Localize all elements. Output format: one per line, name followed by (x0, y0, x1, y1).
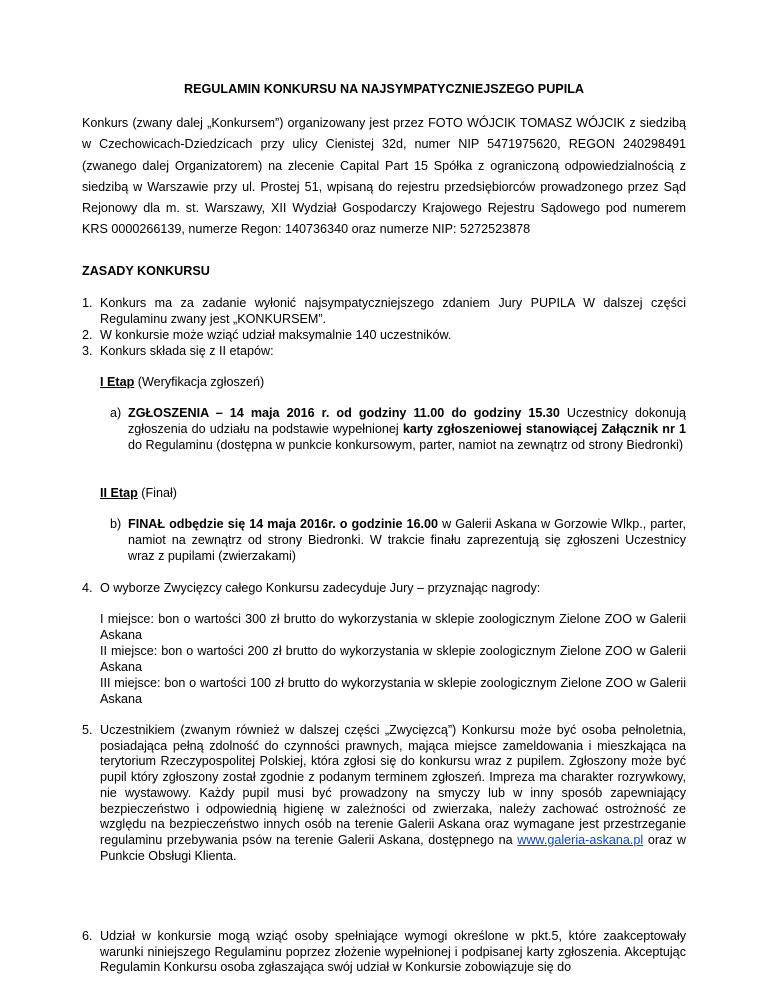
prize-third: III miejsce: bon o wartości 100 zł brutto do wykorzystania w sklepie zoologicznym Zielone ZOO w Galerii Askana (100, 676, 686, 706)
item-text: Konkurs składa się z II etapów: (100, 344, 274, 358)
subitem-label: a) (110, 406, 122, 420)
list-item (82, 581, 686, 597)
subitem-a (100, 406, 686, 454)
list-item (82, 328, 686, 344)
item-text (100, 723, 686, 864)
subitem-label: b) (110, 517, 122, 531)
stage-1-desc: (Weryfikacja zgłoszeń) (134, 375, 265, 389)
stage-1-heading (100, 375, 264, 389)
registration-date: ZGŁOSZENIA – 14 maja 2016 r. od godziny 11.00 do godziny 15.30 (128, 406, 560, 420)
item-number: 6. (82, 929, 93, 943)
subitem-text-part: Uczestnicy dokonują zgłoszenia do udziału na podstawie wypełnionej (128, 406, 686, 436)
subitem-text (128, 406, 686, 454)
list-item (82, 929, 686, 976)
item-text-part: oraz w Punkcie Obsługi Klienta. (100, 832, 686, 863)
item-text: Udział w konkursie mogą wziąć osoby spełniające wymogi określone w pkt.5, które zaakceptowały warunki niniejszego Regulaminu poprzez złożenie wypełnionej i podpisanej karty zgłoszenia. Akceptując Regulamin Konkursu osoba zgłaszająca swój udział w Konkursie zobowiązuje się do (100, 929, 686, 975)
galeria-askana-link[interactable]: www.galeria-askana.pl (517, 832, 644, 847)
subitem-text-part: w Galerii Askana w Gorzowie Wlkp., parter, namiot na zewnątrz od strony Biedronki. W trakcie finału zaprezentują się zgłoszeni Uczestnicy wraz z pupilami (zwierzakami) (128, 517, 686, 563)
stage-2-desc: (Finał) (137, 486, 177, 500)
prize-second: II miejsce: bon o wartości 200 zł brutto do wykorzystania w sklepie zoologicznym Zielone ZOO w Galerii Askana (100, 644, 686, 674)
subitem-text (128, 517, 686, 565)
stage-2-label: II Etap (100, 486, 138, 500)
final-date: FINAŁ odbędzie się 14 maja 2016r. o godzinie 16.00 (128, 517, 439, 531)
item-number: 2. (82, 328, 93, 342)
item-number: 3. (82, 344, 93, 358)
intro-paragraph: Konkurs (zwany dalej „Konkursem”) organizowany jest przez FOTO WÓJCIK TOMASZ WÓJCIK z siedzibą w Czechowicach-Dziedzicach przy ulicy Cienistej 32d, numer NIP 5471975620, REGON 240298491 (zwanego dalej Organizatorem) na zlecenie Capital Part 15 Spółka z ograniczoną odpowiedzialnością z siedzibą w Warszawie przy ul. Prostej 51, wpisaną do rejestru przedsiębiorców prowadzonego przez Sąd Rejonowy dla m. st. Warszawy, XII Wydział Gospodarczy Krajowego Rejestru Sądowego pod numerem KRS 0000266139, numerze Regon: 140736340 oraz numerze NIP: 5272523878 (82, 116, 686, 237)
list-item (82, 344, 686, 360)
item-number: 5. (82, 723, 93, 737)
stage-1-label: I Etap (100, 375, 135, 389)
list-item (82, 723, 686, 864)
section-heading: ZASADY KONKURSU (82, 264, 210, 278)
document-title: REGULAMIN KONKURSU NA NAJSYMPATYCZNIEJSZEGO PUPILA (184, 82, 584, 96)
attachment-note: karty zgłoszeniowej stanowiącej Załącznik nr 1 (402, 421, 686, 436)
subitem-b (100, 517, 686, 565)
item-number: 4. (82, 581, 93, 595)
list-item (82, 296, 686, 327)
stage-2-heading (100, 486, 177, 500)
item-text: Konkurs ma za zadanie wyłonić najsympatyczniejszego zdaniem Jury PUPILA W dalszej części Regulaminu zwany jest „KONKURSEM”. (100, 296, 686, 326)
item-text-part: Uczestnikiem (zwanym również w dalszej części „Zwycięzcą”) Konkursu może być osoba pełnoletnia, posiadająca pełną zdolność do czynności prawnych, mająca miejsce zameldowania i mieszkająca na terytorium Rzeczypospolitej Polskiej, która zgłosi się do konkursu wraz z pupilem. Zgłoszony może być pupil który zgłoszony został zgodnie z podanym terminem zgłoszeń. Impreza ma charakter rozrywkowy, nie wystawowy. Każdy pupil musi być prowadzony na smyczy lub w inny sposób zapewniający bezpieczeństwo i odpowiednią higienę w zależności od zwierzaka, należy zachować ostrożność ze względu na bezpieczeństwo innych osób na terenie Galerii Askana oraz wymagane jest przestrzeganie regulaminu przebywania psów na terenie Galerii Askana, dostępnego na (100, 723, 686, 847)
item-text: O wyborze Zwycięzcy całego Konkursu zadecyduje Jury – przyznając nagrody: (100, 581, 541, 595)
item-text: W konkursie może wziąć udział maksymalnie 140 uczestników. (100, 328, 452, 342)
item-number: 1. (82, 296, 93, 310)
subitem-text-part: do Regulaminu (dostępna w punkcie konkursowym, parter, namiot na zewnątrz od strony Biedronki) (128, 437, 684, 452)
prize-first: I miejsce: bon o wartości 300 zł brutto do wykorzystania w sklepie zoologicznym Zielone ZOO w Galerii Askana (100, 612, 686, 642)
